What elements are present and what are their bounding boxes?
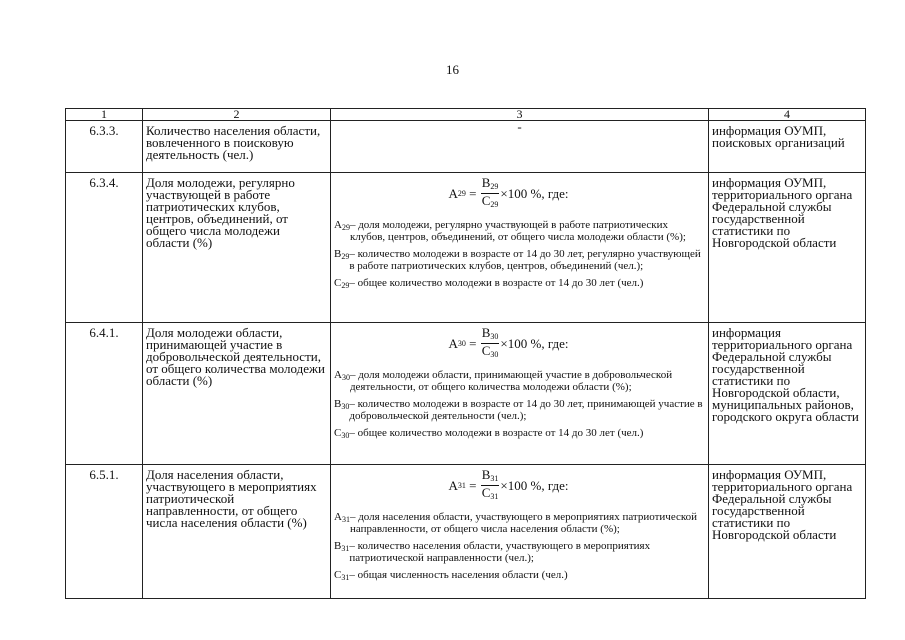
formula-fraction [481,176,500,211]
table-header-row [66,109,866,121]
column-header: 1 [66,109,143,121]
formula-b-sub: 29 [490,182,499,191]
table-row [66,121,866,173]
def-text: – доля молодежи области, принимающей участие в добровольческой деятельности, от общего количества молодежи области (%); [349,369,673,393]
def-text: – доля населения области, участвующего в мероприятиях патриотической направленности, от общего числа населения области (%); [349,511,698,535]
def-text: – общая численность населения области (чел.) [349,569,568,581]
page-number: 16 [446,62,459,77]
source-cell: информация ОУМП, территориального органа Федеральной службы государственной статистики по Новгородской области [709,173,866,323]
definition [334,540,705,564]
indicator-name: Доля молодежи области, принимающей участие в добровольческой деятельности, от общего количества молодежи области (%) [143,323,331,465]
def-sub: 31 [341,515,350,524]
formula-cell [331,465,709,599]
formula-c-sub: 31 [490,492,499,501]
definition [334,427,705,442]
def-text: – доля молодежи, регулярно участвующей в работе патриотических клубов, центров, объединений, от общего числа молодежи области (%); [349,219,686,243]
formula-a: A [448,185,458,201]
table-row [66,323,866,465]
def-text: – количество населения области, участвующего в мероприятиях патриотической направленности (чел.); [349,540,651,564]
formula: A 30 = $\frac{B_{30}}{C_{30}}$ ×100 %, где: [448,325,569,359]
def-label: B [334,398,342,410]
formula: A 29 = $\frac{B_{29}}{C_{29}}$ ×100 %, где: [448,175,569,209]
formula-a: A [448,335,458,351]
formula-b-sub: 31 [490,474,499,483]
source-cell: информация ОУМП, территориального органа Федеральной службы государственной статистики по Новгородской области [709,465,866,599]
def-label: A [334,511,342,523]
source-cell: информация ОУМП, поисковых организаций [709,121,866,173]
formula-b: B [481,325,491,340]
indicator-name: Количество населения области, вовлеченного в поисковую деятельность (чел.) [143,121,331,173]
def-sub: 29 [341,281,350,290]
row-number: 6.3.3. [66,121,143,173]
formula-tail: ×100 %, где: [500,335,569,351]
formula: A 31 = $\frac{B_{31}}{C_{31}}$ ×100 %, где: [448,467,569,501]
definition [334,511,705,535]
formula-cell: - [331,121,709,173]
formula-cell [331,323,709,465]
formula-a-sub: 31 [457,480,466,490]
formula-c: C [481,343,491,358]
def-sub: 29 [341,223,350,232]
def-sub: 31 [341,544,350,553]
formula-fraction [481,468,500,503]
formula-cell [331,173,709,323]
indicator-name: Доля населения области, участвующего в мероприятиях патриотической направленности, от общего числа населения области (%) [143,465,331,599]
formula-c-sub: 30 [490,350,499,359]
def-text: – общее количество молодежи в возрасте от 14 до 30 лет (чел.) [349,427,644,439]
formula-tail: ×100 %, где: [500,185,569,201]
formula-tail: ×100 %, где: [500,477,569,493]
row-number: 6.4.1. [66,323,143,465]
source-cell: информация территориального органа Федеральной службы государственной статистики по Новгородской области, муниципальных районов, городского округа области [709,323,866,465]
formula-b: B [481,175,491,190]
formula-a: A [448,477,458,493]
formula-fraction [481,326,500,361]
column-header: 3 [331,109,709,121]
def-label: B [334,248,342,260]
formula-b: B [481,467,491,482]
row-number: 6.3.4. [66,173,143,323]
formula-c: C [481,485,491,500]
def-label: B [334,540,342,552]
def-label: C [334,569,342,581]
row-number: 6.5.1. [66,465,143,599]
indicator-name: Доля молодежи, регулярно участвующей в работе патриотических клубов, центров, объединений, от общего числа молодежи области (%) [143,173,331,323]
def-text: – общее количество молодежи в возрасте от 14 до 30 лет (чел.) [349,277,644,289]
def-sub: 31 [341,573,350,582]
definition [334,369,705,393]
definition [334,569,705,584]
indicators-table [65,108,866,599]
def-text: – количество молодежи в возрасте от 14 до 30 лет, принимающей участие в добровольческой деятельности (чел.); [349,398,703,422]
def-sub: 29 [341,252,350,261]
def-label: A [334,369,342,381]
def-label: C [334,277,342,289]
def-text: – количество молодежи в возрасте от 14 до 30 лет, регулярно участвующей в работе патриотических клубов, центров, объединений (чел.); [349,248,701,272]
def-sub: 30 [341,373,350,382]
def-label: C [334,427,342,439]
definition [334,277,705,292]
formula-a-sub: 30 [457,338,466,348]
formula-a-sub: 29 [457,188,466,198]
formula-c-sub: 29 [490,200,499,209]
def-sub: 30 [341,402,350,411]
definition [334,398,705,422]
definition [334,248,705,272]
def-sub: 30 [341,431,350,440]
formula-c: C [481,193,491,208]
formula-b-sub: 30 [490,332,499,341]
table-row [66,173,866,323]
def-label: A [334,219,342,231]
table-row [66,465,866,599]
definition [334,219,705,243]
column-header: 4 [709,109,866,121]
column-header: 2 [143,109,331,121]
